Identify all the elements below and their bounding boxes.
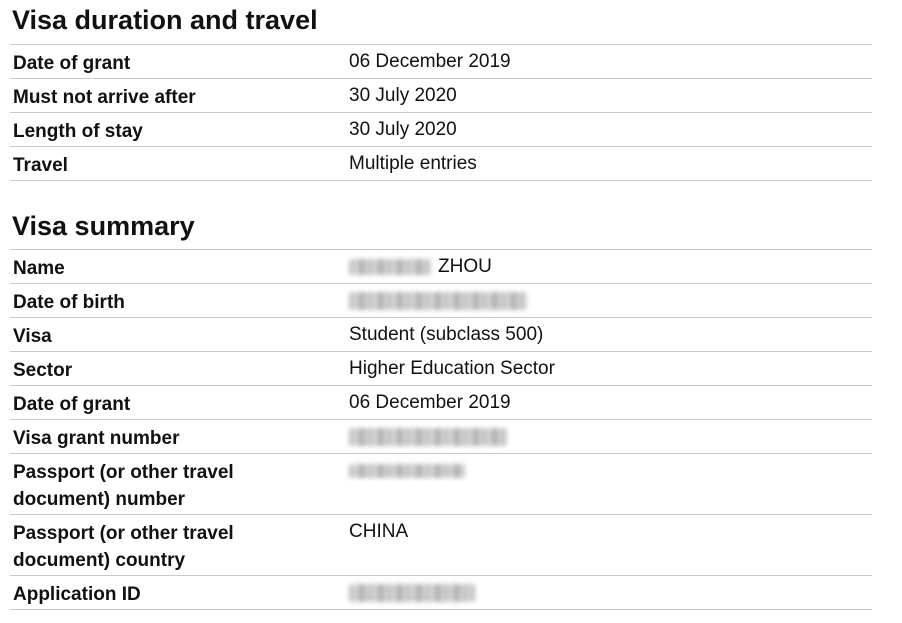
table-row (10, 317, 872, 351)
table-row (10, 44, 872, 78)
row-value-date-of-birth (349, 289, 527, 313)
row-value-passport-country: CHINA (349, 521, 409, 542)
table-row (10, 514, 872, 575)
row-label-sector: Sector (13, 360, 73, 381)
row-value-sector: Higher Education Sector (349, 358, 555, 379)
row-label-date-of-grant: Date of grant (13, 394, 131, 415)
table-row (10, 146, 872, 181)
visa-summary-title: Visa summary (12, 211, 195, 241)
row-label-visa-grant-number: Visa grant number (13, 428, 180, 449)
table-row (10, 419, 872, 453)
visa-duration-table (10, 44, 872, 181)
row-value-date-of-grant: 06 December 2019 (349, 392, 511, 413)
table-row (10, 385, 872, 419)
redacted-visa-grant-number (349, 428, 507, 446)
row-value-travel: Multiple entries (349, 153, 477, 174)
row-value-length-of-stay: 30 July 2020 (349, 119, 457, 140)
row-label-must-not-arrive-after: Must not arrive after (13, 87, 196, 108)
row-label-passport-number: Passport (or other travel document) number (13, 462, 234, 510)
row-value-visa-grant-number (349, 425, 507, 449)
row-value-date-of-grant: 06 December 2019 (349, 51, 511, 72)
row-value-visa: Student (subclass 500) (349, 324, 544, 345)
redacted-passport-number (349, 464, 465, 478)
table-row (10, 283, 872, 317)
table-row (10, 575, 872, 610)
row-label-passport-country: Passport (or other travel document) country (13, 523, 234, 571)
row-label-date-of-grant: Date of grant (13, 53, 131, 74)
redacted-date-of-birth (349, 292, 527, 310)
row-value-name (349, 255, 492, 279)
table-row (10, 112, 872, 146)
visa-duration-title: Visa duration and travel (12, 5, 318, 35)
row-label-name: Name (13, 258, 65, 279)
table-row (10, 249, 872, 283)
row-value-application-id (349, 581, 475, 605)
redacted-application-id (349, 584, 475, 602)
table-row (10, 78, 872, 112)
row-value-must-not-arrive-after: 30 July 2020 (349, 85, 457, 106)
table-row (10, 453, 872, 514)
row-label-length-of-stay: Length of stay (13, 121, 143, 142)
visa-summary-table (10, 249, 872, 610)
row-label-visa: Visa (13, 326, 52, 347)
row-label-application-id: Application ID (13, 584, 141, 605)
redacted-given-name (349, 259, 431, 275)
row-value-passport-number (349, 459, 465, 483)
row-label-date-of-birth: Date of birth (13, 292, 125, 313)
table-row (10, 351, 872, 385)
row-label-travel: Travel (13, 155, 68, 176)
surname-text: ZHOU (438, 256, 492, 277)
